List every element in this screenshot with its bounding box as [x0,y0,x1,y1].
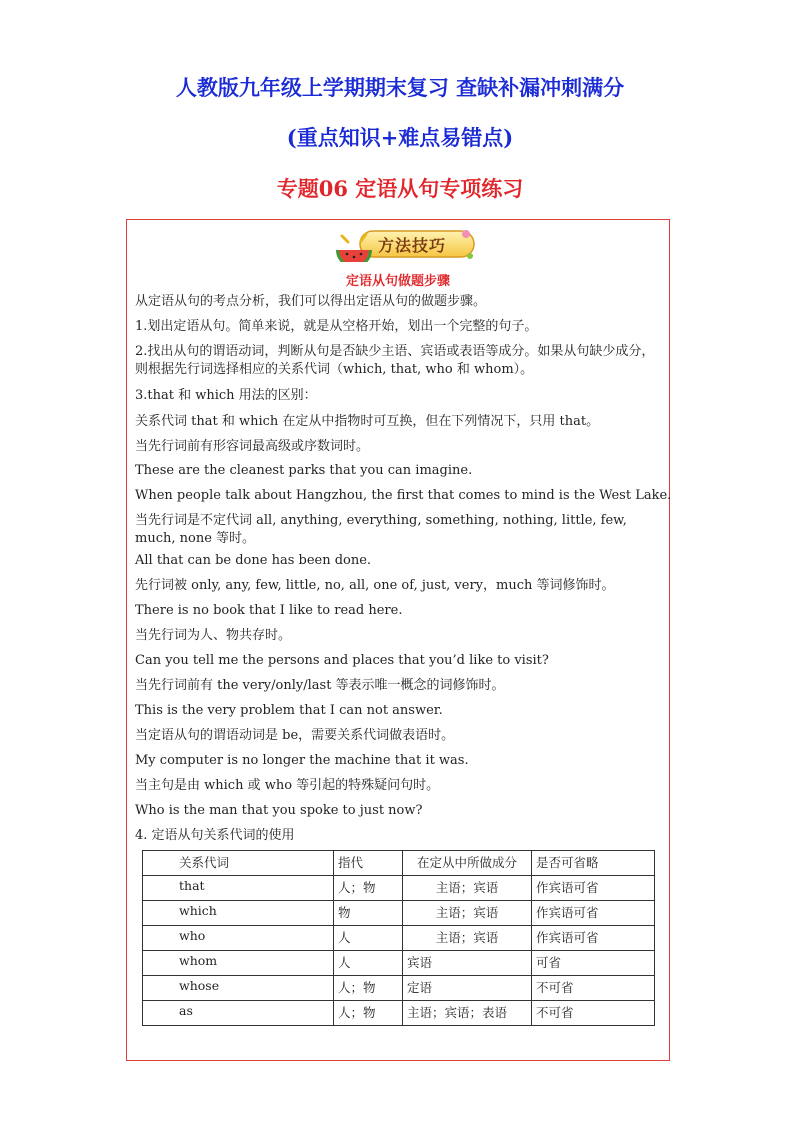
table-cell: that [143,876,334,901]
text-line: 当主句是由 which 或 who 等引起的特殊疑问句时。 [135,778,440,793]
text-line: 先行词被 only, any, few, little, no, all, one of, just, very，much 等词修饰时。 [135,578,615,593]
table-header-row [143,851,655,876]
text-paragraph: 当先行词是不定代词 all, anything, everything, something, nothing, little, few, much, none 等时。 [135,513,627,546]
text-line: 当定语从句的谓语动词是 be，需要关系代词做表语时。 [135,728,455,743]
relative-pronoun-table [142,850,655,1026]
text-line: 关系代词 that 和 which 在定从中指物时可互换，但在下列情况下，只用 that。 [135,414,600,429]
table-cell: 宾语 [403,951,532,976]
method-box [126,219,670,1061]
table-cell: 人；物 [334,1001,403,1026]
table-cell: 定语 [403,976,532,1001]
table-row [143,951,655,976]
table-cell: 人；物 [334,876,403,901]
table-row [143,926,655,951]
text-line: 当先行词前有形容词最高级或序数词时。 [135,439,370,454]
table-row [143,1001,655,1026]
text-line: 3.that 和 which 用法的区别： [135,388,317,403]
table-cell: 人 [334,951,403,976]
table-cell: 主语；宾语 [403,901,532,926]
text-line: 1.划出定语从句。简单来说，就是从空格开始，划出一个完整的句子。 [135,319,538,334]
table-cell: 可省 [532,951,655,976]
topic-title: 专题06 定语从句专项练习 [276,176,524,201]
example-sentence: This is the very problem that I can not answer. [135,703,443,718]
example-sentence: There is no book that I like to read here. [135,603,403,618]
table-cell: 主语；宾语 [403,876,532,901]
table-cell: which [143,901,334,926]
table-cell: 作宾语可省 [532,926,655,951]
text-line: 4. 定语从句关系代词的使用 [135,828,295,843]
table-header: 指代 [334,851,403,876]
table-row [143,976,655,1001]
method-badge [332,226,478,262]
table-cell: 物 [334,901,403,926]
text-line: 当先行词前有 the very/only/last 等表示唯一概念的词修饰时。 [135,678,505,693]
table-cell: 不可省 [532,1001,655,1026]
doc-subtitle: (重点知识+难点易错点) [286,125,514,150]
table-header: 是否可省略 [532,851,655,876]
table-cell: whose [143,976,334,1001]
table-row [143,876,655,901]
table-cell: who [143,926,334,951]
table-cell: 人；物 [334,976,403,1001]
table-header: 在定从中所做成分 [403,851,532,876]
doc-title: 人教版九年级上学期期末复习 查缺补漏冲刺满分 [175,75,625,100]
table-cell: 作宾语可省 [532,901,655,926]
table-cell: whom [143,951,334,976]
text-line: 当先行词为人、物共存时。 [135,628,292,643]
example-sentence: When people talk about Hangzhou, the first that comes to mind is the West Lake. [135,488,672,503]
table-cell: 作宾语可省 [532,876,655,901]
example-sentence: All that can be done has been done. [135,553,372,568]
table-header: 关系代词 [143,851,334,876]
section-heading: 定语从句做题步骤 [345,274,450,289]
table-cell: 人 [334,926,403,951]
text-line: 从定语从句的考点分析，我们可以得出定语从句的做题步骤。 [135,294,487,309]
table-cell: 主语；宾语 [403,926,532,951]
example-sentence: Can you tell me the persons and places that you’d like to visit? [135,653,549,668]
table-row [143,901,655,926]
table-cell: 主语；宾语；表语 [403,1001,532,1026]
table-cell: as [143,1001,334,1026]
text-paragraph: 2.找出从句的谓语动词，判断从句是否缺少主语、宾语或表语等成分。如果从句缺少成分，则根据先行词选择相应的关系代词（which, that, who 和 whom）。 [135,344,655,377]
method-badge-label: 方法技巧 [378,236,447,255]
table-cell: 不可省 [532,976,655,1001]
example-sentence: Who is the man that you spoke to just now? [135,803,423,818]
example-sentence: These are the cleanest parks that you can imagine. [135,463,473,478]
example-sentence: My computer is no longer the machine that it was. [135,753,469,768]
